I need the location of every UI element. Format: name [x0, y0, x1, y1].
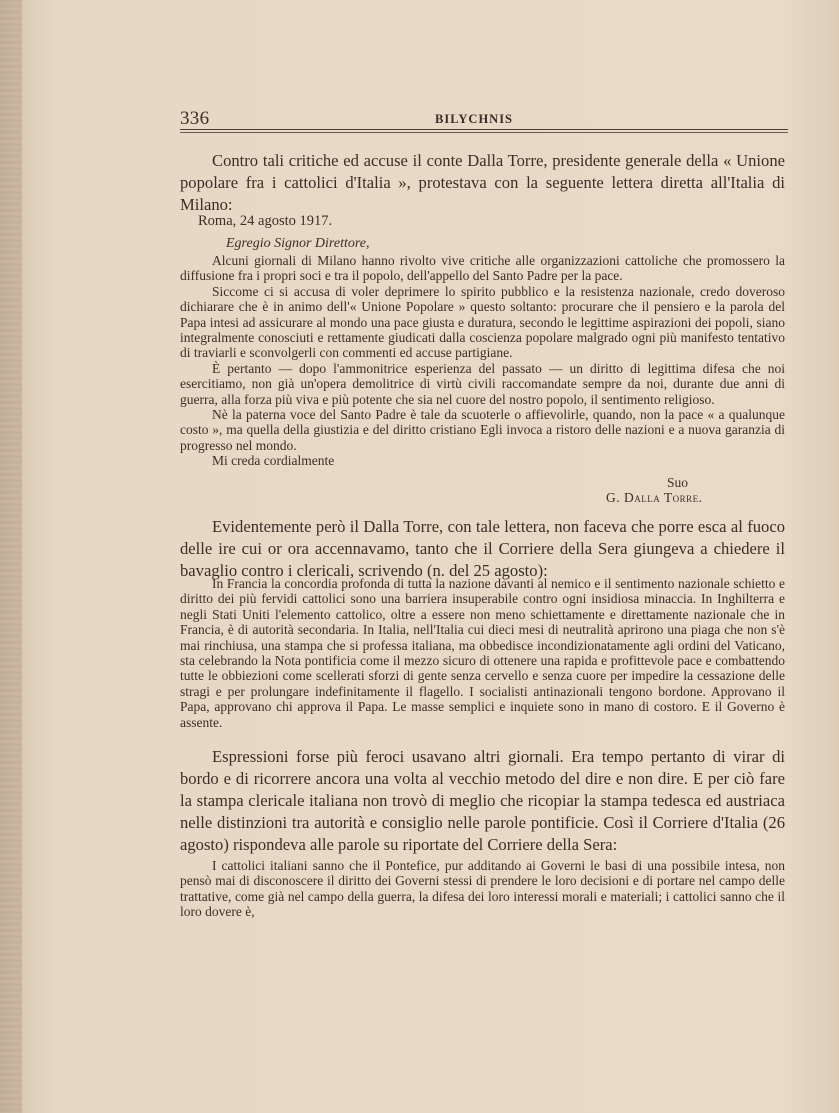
- running-title: BILYCHNIS: [435, 112, 514, 126]
- header-rule-thin: [180, 132, 788, 133]
- letter-date: Roma, 24 agosto 1917.: [198, 213, 333, 229]
- paragraph-second: Evidentemente però il Dalla Torre, con tale lettera, non faceva che porre esca al fuoco delle ire cui or ora accennavamo, tanto che il Corriere della Sera giungeva a chiedere il bavaglio contro i clericali, scrivendo (n. del 25 agosto):: [180, 517, 785, 580]
- letter-salutation: Egregio Signor Direttore,: [226, 236, 370, 251]
- signature-name: G. Dalla Torre.: [606, 490, 703, 505]
- letter-body: [180, 253, 785, 469]
- quote-corriere-italia: I cattolici italiani sanno che il Pontefice, pur additando ai Governi le basi di una possibile intesa, non pensò mai di disconoscere il diritto dei Governi stessi di prendere le loro decisioni e di portare nel campo delle trattative, come già nel campo della guerra, la difesa dei loro interessi morali e materiali; i cattolici sanno che il loro dovere è,: [180, 858, 785, 920]
- quote-corriere-sera: In Francia la concordia profonda di tutta la nazione davanti al nemico e il sentimento nazionale schietto e diritto dei più fervidi cattolici sono una barriera insuperabile contro ogni insidiosa minaccia. In Inghilterra e negli Stati Uniti l'elemento cattolico, oltre a essere non meno schiettamente e direttamente nazionale che in Francia, è di autorità secondaria. In Italia, nell'Italia cui dieci mesi di neutralità aprirono una piaga che non s'è mai rinchiusa, una stampa che si professa italiana, ma obbedisce incondizionatamente agli ordini del Vaticano, sta celebrando la Nota pontificia come il mezzo sicuro di ottenere una rapida e profittevole pace e combattendo tutte le obbiezioni come scellerati sforzi di gente senza cervello e senza cuore per impedire la cessazione delle stragi e per prolungare indefinitamente il flagello. I socialisti antinazionali tengono bordone. Approvano il Papa, approvano chi approva il Papa. Le masse semplici e inquiete sono in mano di costoro. E il Governo è assente.: [180, 576, 785, 730]
- letter-paragraph: Nè la paterna voce del Santo Padre è tale da scuoterle o affievolirle, quando, non la pace « a qualunque costo », ma quella della giustizia e del diritto cristiano Egli invoca a ristoro delle nazioni e a nuova garanzia di progresso nel mondo.: [180, 407, 785, 453]
- letter-closing: Mi creda cordialmente: [212, 453, 335, 469]
- binding-edge: [0, 0, 22, 1113]
- letter-paragraph: Siccome ci si accusa di voler deprimere lo spirito pubblico e la resistenza nazionale, credo doveroso dichiarare che è in animo dell'« Unione Popolare » questo soltanto: procurare che il pensiero e la parola del Papa intesi ad assicurare al mondo una pace giusta e duratura, secondo le legittime aspirazioni dei popoli, siano integralmente conosciuti e rettamente giudicati dalla coscienza popolare malgrado ogni più manifesto tentativo di traviarli e sconvolgerli con commenti ed accuse partigiane.: [180, 283, 785, 361]
- letter-paragraph: È pertanto — dopo l'ammonitrice esperienza del passato — un diritto di legittima difesa che noi esercitiamo, non già un'opera demolitrice di virtù civili raccomandate sempre da noi, durante due anni di guerra, alla forza più viva e più potente che sia nel cuore del nostro popolo, il sentimento religioso.: [180, 360, 785, 407]
- running-header: [180, 108, 788, 134]
- letter-paragraph: Alcuni giornali di Milano hanno rivolto vive critiche alle organizzazioni cattoliche che promossero la diffusione fra i propri soci e tra il popolo, dell'appello del Santo Padre per la pace.: [180, 253, 785, 284]
- signature-suo: Suo: [667, 475, 689, 490]
- header-rule: [180, 129, 788, 130]
- page-number: 336: [180, 108, 210, 129]
- paragraph-intro: Contro tali critiche ed accuse il conte Dalla Torre, presidente generale della « Unione popolare fra i cattolici d'Italia », protestava con la seguente lettera diretta all'Italia di Milano:: [180, 151, 785, 214]
- paragraph-third: Espressioni forse più feroci usavano altri giornali. Era tempo pertanto di virar di bordo e di ricorrere ancora una volta al vecchio metodo del dire e non dire. E per ciò fare la stampa clericale italiana non trovò di meglio che ricopiar la stampa tedesca ed austriaca nelle distinzioni tra autorità e consiglio nelle parole pontificie. Così il Corriere d'Italia (26 agosto) rispondeva alle parole su riportate del Corriere della Sera:: [180, 747, 785, 854]
